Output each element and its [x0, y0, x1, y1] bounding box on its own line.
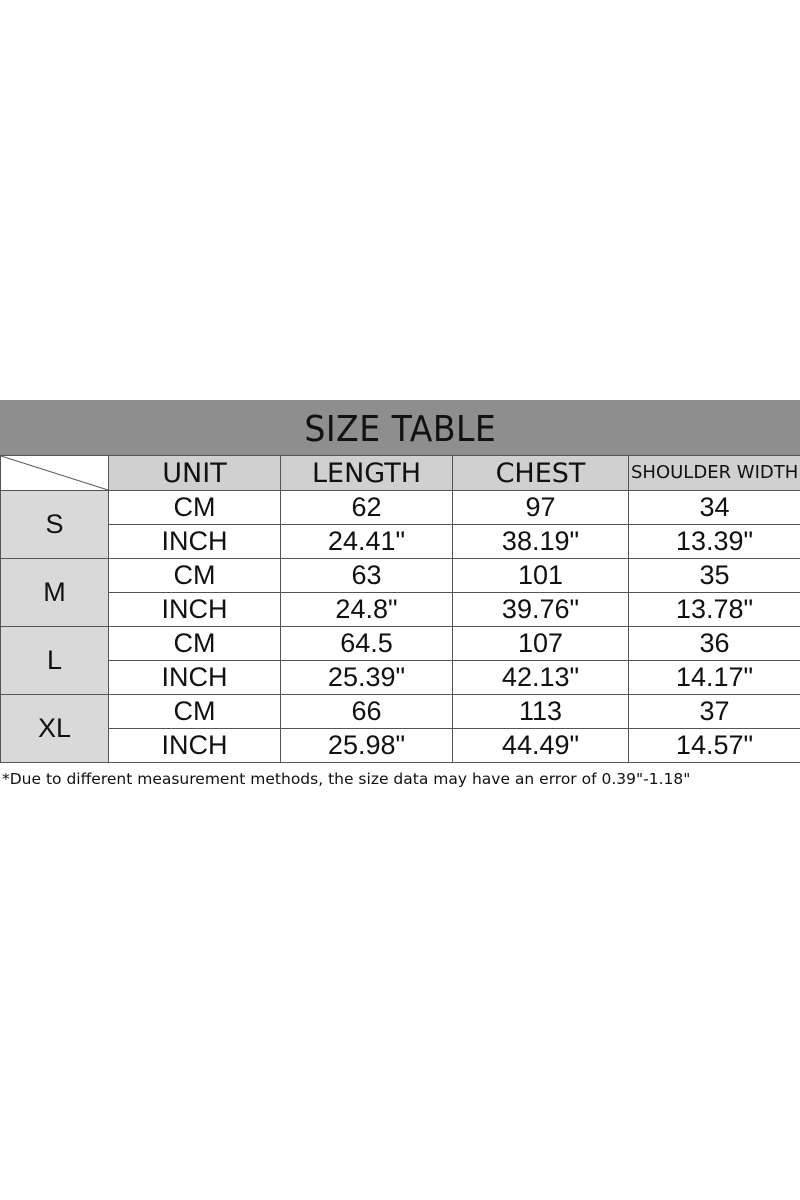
length-cell: 62 — [281, 491, 453, 525]
length-cell: 25.98" — [281, 729, 453, 763]
unit-cell: INCH — [109, 661, 281, 695]
length-cell: 24.8" — [281, 593, 453, 627]
shoulder-cell: 14.57" — [629, 729, 800, 763]
page-title: SIZE TABLE — [304, 408, 496, 450]
unit-cell: CM — [109, 627, 281, 661]
shoulder-cell: 37 — [629, 695, 800, 729]
chest-cell: 107 — [453, 627, 629, 661]
table-row — [1, 491, 800, 525]
unit-cell: CM — [109, 695, 281, 729]
length-cell: 66 — [281, 695, 453, 729]
shoulder-cell: 36 — [629, 627, 800, 661]
chest-cell: 113 — [453, 695, 629, 729]
unit-cell: INCH — [109, 729, 281, 763]
size-label: M — [1, 559, 109, 627]
chest-cell: 101 — [453, 559, 629, 593]
title-bar — [0, 400, 800, 455]
table-row — [1, 525, 800, 559]
measurement-note: *Due to different measurement methods, the size data may have an error of 0.39"-1.18" — [2, 770, 691, 788]
chest-cell: 39.76" — [453, 593, 629, 627]
shoulder-cell: 13.39" — [629, 525, 800, 559]
diagonal-line-icon — [1, 456, 108, 490]
table-row — [1, 661, 800, 695]
table-row — [1, 627, 800, 661]
header-unit: UNIT — [109, 456, 281, 491]
table-row — [1, 729, 800, 763]
header-row — [1, 456, 800, 491]
length-cell: 24.41" — [281, 525, 453, 559]
shoulder-cell: 34 — [629, 491, 800, 525]
unit-cell: INCH — [109, 593, 281, 627]
header-shoulder-width: SHOULDER WIDTH — [629, 456, 800, 491]
chest-cell: 97 — [453, 491, 629, 525]
corner-cell — [1, 456, 109, 491]
chest-cell: 38.19" — [453, 525, 629, 559]
size-label: L — [1, 627, 109, 695]
unit-cell: CM — [109, 559, 281, 593]
shoulder-cell: 13.78" — [629, 593, 800, 627]
chest-cell: 42.13" — [453, 661, 629, 695]
size-label: XL — [1, 695, 109, 763]
length-cell: 64.5 — [281, 627, 453, 661]
unit-cell: CM — [109, 491, 281, 525]
table-row — [1, 593, 800, 627]
header-chest: CHEST — [453, 456, 629, 491]
header-length: LENGTH — [281, 456, 453, 491]
length-cell: 25.39" — [281, 661, 453, 695]
size-label: S — [1, 491, 109, 559]
chest-cell: 44.49" — [453, 729, 629, 763]
unit-cell: INCH — [109, 525, 281, 559]
table-row — [1, 695, 800, 729]
shoulder-cell: 35 — [629, 559, 800, 593]
shoulder-cell: 14.17" — [629, 661, 800, 695]
table-row — [1, 559, 800, 593]
size-table — [0, 455, 800, 763]
length-cell: 63 — [281, 559, 453, 593]
